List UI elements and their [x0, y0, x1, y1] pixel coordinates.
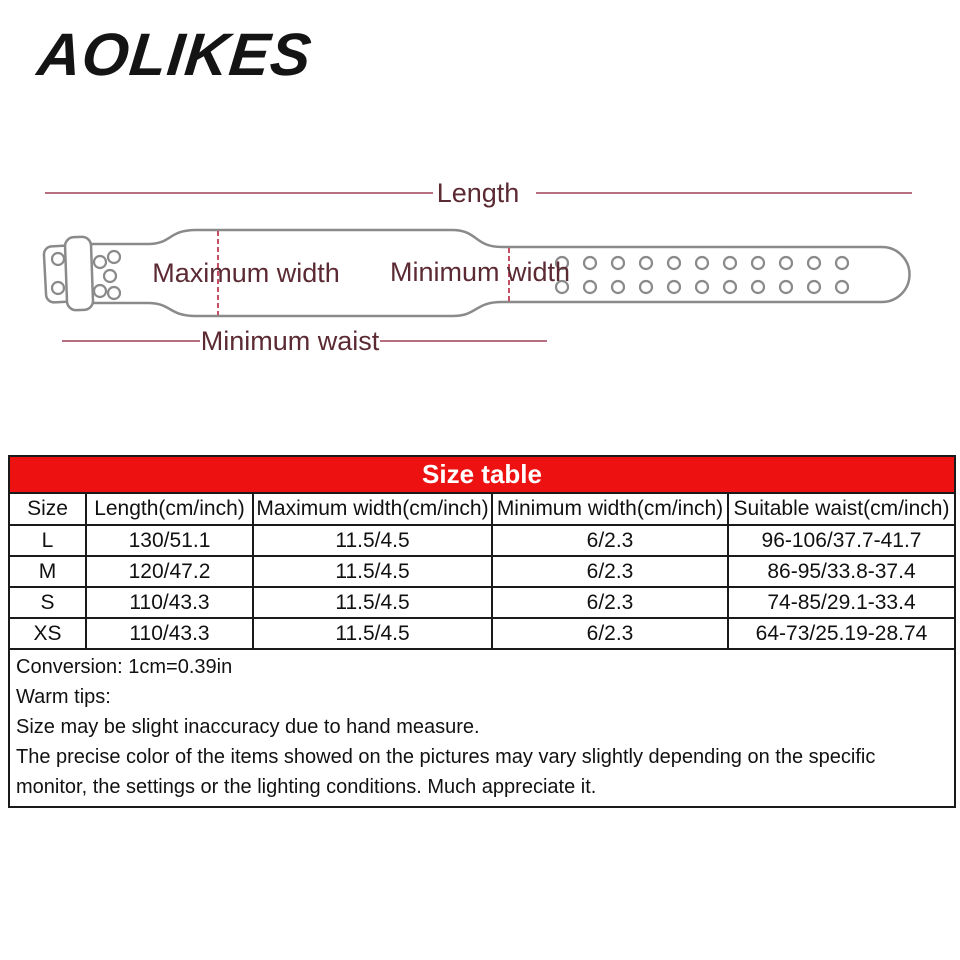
table-cell: 6/2.3	[492, 525, 728, 556]
table-row	[10, 525, 954, 556]
size-table-title: Size table	[10, 457, 954, 494]
size-table-grid	[10, 494, 954, 648]
belt-diagram-svg	[0, 160, 960, 375]
table-notes	[10, 648, 954, 806]
note-line-warm-tips: Warm tips:	[16, 686, 111, 708]
column-header: Length(cm/inch)	[86, 494, 253, 525]
note-line-conversion: Conversion: 1cm=0.39in	[16, 656, 233, 678]
table-cell: 6/2.3	[492, 618, 728, 648]
table-cell: 6/2.3	[492, 587, 728, 618]
table-cell: 86-95/33.8-37.4	[728, 556, 954, 587]
column-header: Minimum width(cm/inch)	[492, 494, 728, 525]
note-line-color: The precise color of the items showed on the pictures may vary slightly depending on the specific monitor, the settings or the lighting conditions. Much appreciate it.	[16, 746, 876, 798]
table-cell: 74-85/29.1-33.4	[728, 587, 954, 618]
maximum-width-label: Maximum width	[152, 258, 340, 288]
table-cell: 130/51.1	[86, 525, 253, 556]
length-label: Length	[436, 178, 520, 208]
note-line-accuracy: Size may be slight inaccuracy due to hand measure.	[16, 716, 480, 738]
table-header-row	[10, 494, 954, 525]
table-row	[10, 556, 954, 587]
belt-diagram	[0, 160, 960, 375]
table-cell: 120/47.2	[86, 556, 253, 587]
size-cell: S	[10, 587, 86, 618]
table-cell: 110/43.3	[86, 587, 253, 618]
table-cell: 11.5/4.5	[253, 556, 492, 587]
minimum-waist-label: Minimum waist	[200, 326, 380, 356]
column-header: Suitable waist(cm/inch)	[728, 494, 954, 525]
size-cell: XS	[10, 618, 86, 648]
table-cell: 64-73/25.19-28.74	[728, 618, 954, 648]
size-cell: M	[10, 556, 86, 587]
table-cell: 110/43.3	[86, 618, 253, 648]
table-cell: 11.5/4.5	[253, 587, 492, 618]
table-row	[10, 618, 954, 648]
table-cell: 6/2.3	[492, 556, 728, 587]
table-cell: 11.5/4.5	[253, 618, 492, 648]
size-cell: L	[10, 525, 86, 556]
table-cell: 11.5/4.5	[253, 525, 492, 556]
brand-logo: AOLIKES	[34, 21, 316, 88]
table-row	[10, 587, 954, 618]
buckle-keeper	[65, 237, 94, 311]
column-header: Size	[10, 494, 86, 525]
minimum-width-label: Minimum width	[389, 257, 571, 287]
table-cell: 96-106/37.7-41.7	[728, 525, 954, 556]
column-header: Maximum width(cm/inch)	[253, 494, 492, 525]
size-table	[8, 455, 956, 808]
